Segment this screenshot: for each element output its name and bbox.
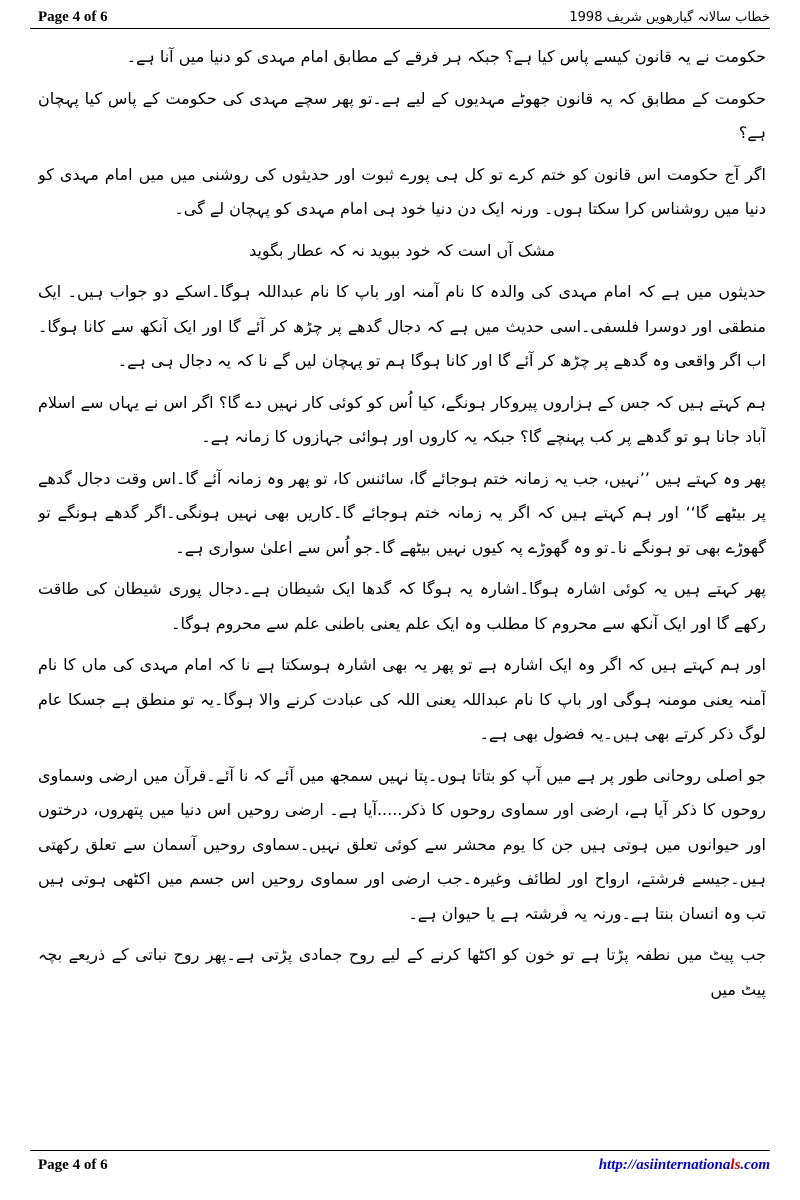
url-part: .com — [740, 1156, 770, 1173]
document-body — [38, 40, 766, 1140]
document-title: خطاب سالانہ گیارھویں شریف 1998 — [569, 9, 770, 25]
paragraph: حدیثوں میں ہے کہ امام مہدی کی والدہ کا نام آمنہ اور باپ کا نام عبداللہ ہوگا۔اسکے دو جواب ہیں۔ ایک منطقی اور دوسرا فلسفی۔اسی حدیث میں ہے کہ دجال گدھے پر چڑھ کر آئے گا اور ایک آنکھ سے کانا ہوگا۔اب اگر واقعی وہ گدھے پر چڑھ کر آئے گا اور کانا ہوگا ہم تو پہچان لیں گے نا کہ یہ دجال ہی ہے۔ — [38, 282, 766, 370]
page-number: Page 4 of 6 — [38, 8, 108, 25]
paragraph: حکومت کے مطابق کہ یہ قانون جھوٹے مہدیوں کے لیے ہے۔تو پھر سچے مہدی کی حکومت کے پاس کیا پہچان ہے؟ — [38, 88, 766, 142]
paragraph: اگر آج حکومت اس قانون کو ختم کرے تو کل ہی پورے ثبوت اور حدیثوں کی روشنی میں میں امام مہدی کو دنیا میں روشناس کرا سکتا ہوں۔ ورنہ ایک دن دنیا خود ہی امام مہدی کو پہچان لے گی۔ — [38, 164, 766, 218]
paragraph: اور ہم کہتے ہیں کہ اگر وہ ایک اشارہ ہے تو پھر یہ بھی اشارہ ہوسکتا ہے نا کہ امام مہدی کی ماں کا نام آمنہ یعنی مومنہ ہوگی اور باپ کا نام عبداللہ یعنی اللہ کی عبادت کرنے والا ہوگا۔یہ تو منطق ہے جسکا عام لوگ ذکر کرتے بھی ہیں۔یہ فضول بھی ہے۔ — [38, 655, 766, 743]
paragraph: حکومت نے یہ قانون کیسے پاس کیا ہے؟ جبکہ ہر فرقے کے مطابق امام مہدی کو دنیا میں آنا ہے۔ — [126, 47, 766, 66]
paragraph: پھر کہتے ہیں یہ کوئی اشارہ ہوگا۔اشارہ یہ ہوگا کہ گدھا ایک شیطان ہے۔دجال پوری شیطان کی طاقت رکھے گا اور ایک آنکھ سے محروم کا مطلب وہ ایک علم یعنی باطنی علم سے محروم ہوگا۔ — [38, 579, 766, 633]
paragraph: ہم کہتے ہیں کہ جس کے ہزاروں پیروکار ہونگے، کیا اُس کو کوئی کار نہیں دے گا؟ اگر اس نے یہاں سے اسلام آباد جانا ہو تو گدھے پر کب پہنچے گا؟ جبکہ یہ کاروں اور ہوائی جہازوں کا زمانہ ہے۔ — [38, 392, 766, 446]
page-header — [38, 6, 770, 28]
footer-divider — [30, 1150, 770, 1151]
url-highlight: ls — [730, 1156, 741, 1173]
paragraph: پھر وہ کہتے ہیں ’’نہیں، جب یہ زمانہ ختم ہوجائے گا، سائنس کا، تو پھر وہ زمانہ آئے گا۔اس وقت دجال گدھے پر بیٹھے گا‘‘ اور ہم کہتے ہیں کہ اگر یہ زمانہ ختم ہوجائے گا۔کاریں بھی نہیں ہونگی۔اگر گدھے ہونگے تو گھوڑے بھی تو ہونگے نا۔تو وہ گھوڑے پہ کیوں نہیں بیٹھے گا۔جو اُس سے اعلیٰ سواری ہے۔ — [38, 468, 766, 557]
website-link[interactable] — [599, 1157, 770, 1174]
paragraph: جو اصلی روحانی طور پر ہے میں آپ کو بتاتا ہوں۔پتا نہیں سمجھ میں آئے کہ نا آئے۔قرآن میں ارضی وسماوی روحوں کا ذکر آیا ہے، ارضی اور سماوی روحوں کا ذکر.....آیا ہے۔ ارضی روحیں اس دنیا میں پتھروں، درختوں اور حیوانوں میں ہوتی ہیں جن کا یوم محشر سے کوئی تعلق نہیں۔سماوی روحیں آسمان سے تعلق رکھتی ہیں۔جیسے فرشتے، ارواح اور لطائف وغیرہ۔جب ارضی اور سماوی روحیں اس جسم میں اکٹھی ہوتی ہیں تب وہ انسان بنتا ہے۔ورنہ یہ فرشتہ ہے یا حیوان ہے۔ — [38, 765, 766, 923]
persian-couplet: مشک آں است کہ خود ببوید نہ کہ عطار بگوید — [249, 240, 555, 260]
paragraph: جب پیٹ میں نطفہ پڑتا ہے تو خون کو اکٹھا کرنے کے لیے روح جمادی پڑتی ہے۔پھر روح نباتی کے ذریعے بچہ پیٹ میں — [38, 945, 766, 999]
footer-page-number: Page 4 of 6 — [38, 1156, 108, 1173]
header-divider — [30, 28, 770, 29]
page-footer — [38, 1155, 770, 1175]
url-part: http://asiinternationa — [598, 1156, 731, 1173]
